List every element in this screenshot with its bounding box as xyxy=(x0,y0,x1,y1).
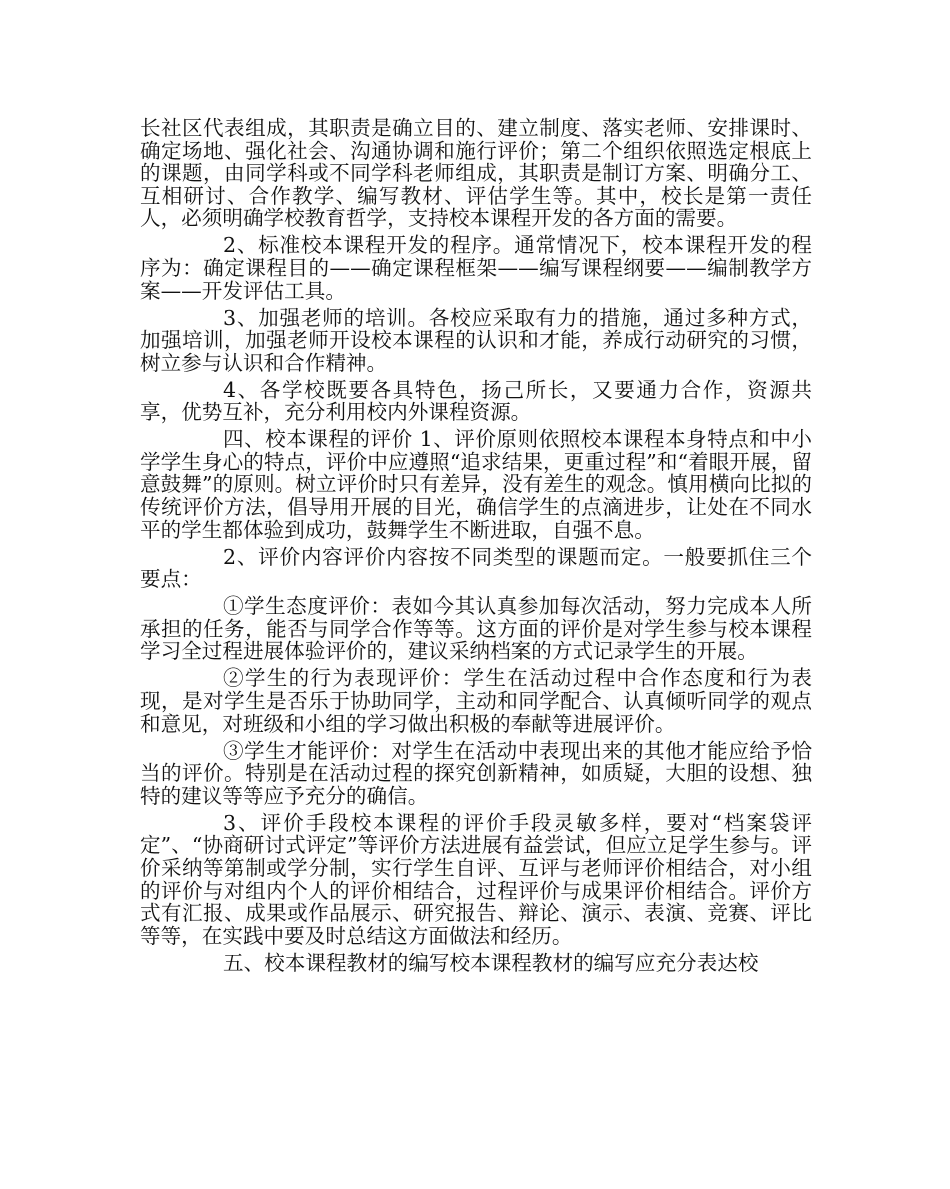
paragraph-development-procedure: 2、标准校本课程开发的程序。通常情况下，校本课程开发的程序为：确定课程目的——确定课程框架——编写课程纲要——编制教学方案——开发评估工具。 xyxy=(140,233,812,303)
paragraph-ability-evaluation: ③学生才能评价：对学生在活动中表现出来的其他才能应给予恰当的评价。特别是在活动过程的探究创新精神，如质疑，大胆的设想、独特的建议等等应予充分的确信。 xyxy=(140,738,812,808)
document-body xyxy=(140,117,812,979)
paragraph-attitude-evaluation: ①学生态度评价：表如今其认真参加每次活动，努力完成本人所承担的任务，能否与同学合作等等。这方面的评价是对学生参与校本课程学习全过程进展体验评价的，建议采纳档案的方式记录学生的开展。 xyxy=(140,594,812,664)
paragraph-evaluation-methods: 3、评价手段校本课程的评价手段灵敏多样，要对“档案袋评定”、“协商研讨式评定”等评价方法进展有益尝试，但应立足学生参与。评价采纳等第制或学分制，实行学生自评、互评与老师评价相结合，对小组的评价与对组内个人的评价相结合，过程评价与成果评价相结合。评价方式有汇报、成果或作品展示、研究报告、辩论、演示、表演、竞赛、评比等等，在实践中要及时总结这方面做法和经历。 xyxy=(140,810,812,948)
paragraph-behavior-evaluation: ②学生的行为表现评价：学生在活动过程中合作态度和行为表现，是对学生是否乐于协助同学，主动和同学配合、认真倾听同学的观点和意见，对班级和小组的学习做出积极的奉献等进展评价。 xyxy=(140,666,812,736)
paragraph-textbook-writing: 五、校本课程教材的编写校本课程教材的编写应充分表达校 xyxy=(223,950,759,975)
paragraph-teacher-training: 3、加强老师的培训。各校应采取有力的措施，通过多种方式，加强培训，加强老师开设校本课程的认识和才能，养成行动研究的习惯，树立参与认识和合作精神。 xyxy=(140,305,812,375)
paragraph-school-cooperation: 4、各学校既要各具特色，扬己所长，又要通力合作，资源共享，优势互补，充分利用校内外课程资源。 xyxy=(140,377,812,425)
paragraph-evaluation-content: 2、评价内容评价内容按不同类型的课题而定。一般要抓住三个要点： xyxy=(140,544,812,592)
paragraph-evaluation-principles: 四、校本课程的评价 1、评价原则依照校本课程本身特点和中小学学生身心的特点，评价中应遵照“追求结果，更重过程”和“着眼开展，留意鼓舞”的原则。树立评价时只有差异，没有差生的观念。慎用横向比拟的传统评价方法，倡导用开展的目光，确信学生的点滴进步，让处在不同水平的学生都体验到成功，鼓舞学生不断进取，自强不息。 xyxy=(140,427,812,542)
paragraph-committee-duties: 长社区代表组成，其职责是确立目的、建立制度、落实老师、安排课时、确定场地、强化社会、沟通协调和施行评价；第二个组织依照选定根底上的课题，由同学科或不同学科老师组成，其职责是制订方案、明确分工、互相研讨、合作教学、编写教材、评估学生等。其中，校长是第一责任人，必须明确学校教育哲学，支持校本课程开发的各方面的需要。 xyxy=(140,116,812,231)
